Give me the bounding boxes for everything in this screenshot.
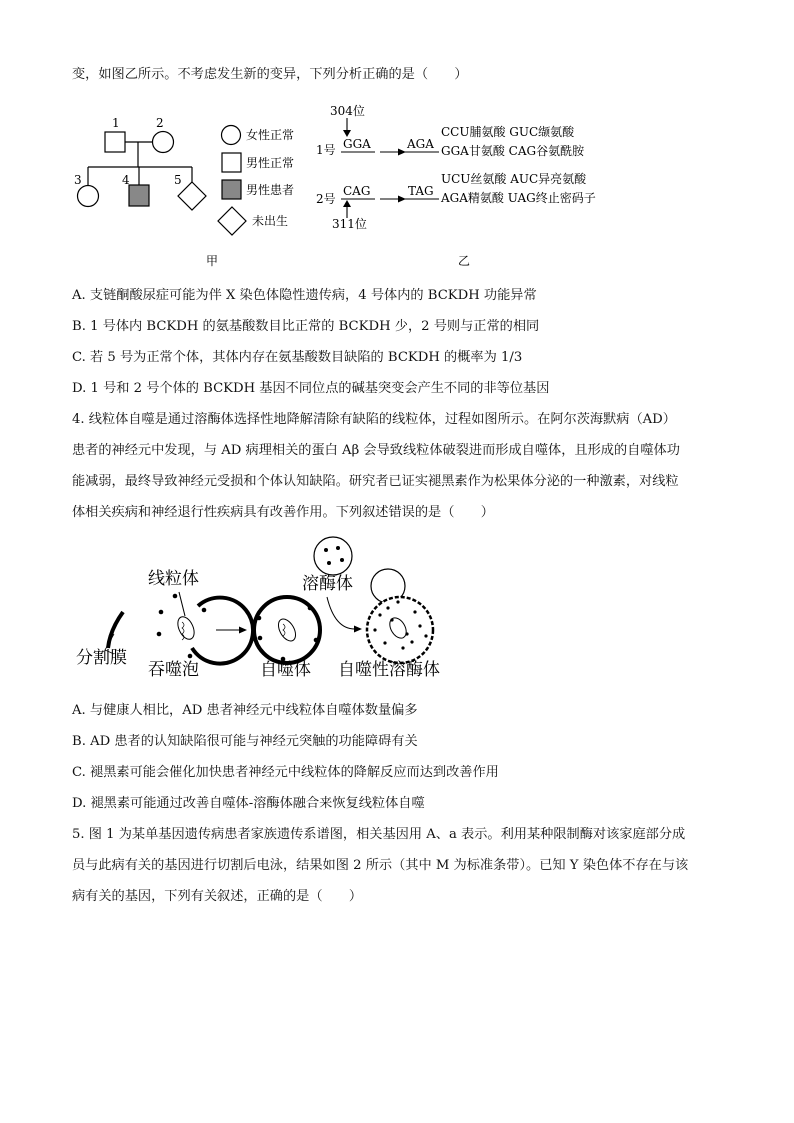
label-2: 2 [156,116,164,130]
q4-option-a: A. 与健康人相比，AD 患者神经元中线粒体自噬体数量偏多 [72,703,418,718]
q4-stem-line-2: 患者的神经元中发现，与 AD 病理相关的蛋白 Aβ 会导致线粒体破裂进而形成自噬体，且形成的自噬体功 [72,443,680,458]
q4-stem-line-4: 体相关疾病和神经退行性疾病具有改善作用。下列叙述错误的是（ ） [72,505,494,520]
q3-option-d: D. 1 号和 2 号个体的 BCKDH 基因不同位点的碱基突变会产生不同的非等位基因 [72,381,550,396]
legend-female-normal-symbol [222,126,241,145]
q4-option-d: D. 褪黑素可能通过改善自噬体-溶酶体融合来恢复线粒体自噬 [72,796,425,811]
individual-1-male-normal [105,132,125,152]
q3-option-a: A. 支链酮酸尿症可能为伴 X 染色体隐性遗传病，4 号体内的 BCKDH 功能异常 [72,288,537,303]
row2-mutated-codon: TAG [408,184,434,198]
q5-stem-line-1: 5. 图 1 为某单基因遗传病患者家族遗传系谱图，相关基因用 A、a 表示。利用某种限制酶对该家庭部分成 [72,827,686,842]
mutation-figure [310,100,630,270]
lysosome [314,537,352,575]
q3-option-c: C. 若 5 号为正常个体，其体内存在氨基酸数目缺陷的 BCKDH 的概率为 1/3 [72,350,523,365]
individual-3-female-normal [78,186,99,207]
q4-stem-line-1: 4. 线粒体自噬是通过溶酶体选择性地降解清除有缺陷的线粒体，过程如图所示。在阿尔茨海默病（AD） [72,412,676,427]
legend-female-normal: 女性正常 [246,128,295,142]
legend-male-normal-symbol [222,153,241,172]
label-4: 4 [122,173,130,187]
label-mitochondrion: 线粒体 [148,569,199,589]
mitophagy-figure [70,530,470,690]
label-5: 5 [174,173,182,187]
legend-male-normal: 男性正常 [246,156,295,170]
pedigree-figure [70,108,310,268]
row1-mutated-codon: AGA [407,137,434,151]
individual-4-male-affected [129,185,149,206]
label-phagophore: 吞噬泡 [148,660,199,680]
label-3: 3 [74,173,82,187]
individual-5-unborn [178,182,206,210]
label-1: 1 [112,116,120,130]
q3-option-b: B. 1 号体内 BCKDH 的氨基酸数目比正常的 BCKDH 少，2 号则与正常的相同 [72,319,540,334]
row2-original-codon: CAG [343,184,371,198]
q4-stem-line-3: 能减弱，最终导致神经元受损和个体认知缺陷。研究者已证实褪黑素作为松果体分泌的一种激素，对线粒 [72,474,679,489]
figure-caption-jia: 甲 [206,254,219,268]
row1-codon-table-a: CCU脯氨酸 GUC缬氨酸 [441,125,575,139]
label-lysosome: 溶酶体 [302,574,353,594]
legend-male-affected: 男性患者 [246,183,295,197]
q4-option-c: C. 褪黑素可能会催化加快患者神经元中线粒体的降解反应而达到改善作用 [72,765,499,780]
position-311: 311位 [332,217,367,231]
q5-stem-line-2: 员与此病有关的基因进行切割后电泳，结果如图 2 所示（其中 M 为标准条带）。已知 Y 染色体不存在与该 [72,858,689,873]
row1-codon-table-b: GGA甘氨酸 CAG谷氨酰胺 [441,144,585,158]
label-autolysosome: 自噬性溶酶体 [338,660,440,680]
mitochondrion-1 [175,614,198,642]
q5-stem-line-3: 病有关的基因，下列有关叙述，正确的是（ ） [72,889,363,904]
legend-male-affected-symbol [222,180,241,199]
question-intro-line: 变，如图乙所示。不考虑发生新的变异，下列分析正确的是（ ） [72,67,468,82]
legend-unborn-symbol [218,207,246,235]
q4-option-b: B. AD 患者的认知缺陷很可能与神经元突触的功能障碍有关 [72,734,418,749]
row2-codon-table-b: AGA精氨酸 UAG终止密码子 [441,191,596,205]
figure-caption-yi: 乙 [458,254,471,268]
label-autophagosome: 自噬体 [260,660,311,680]
row1-label: 1号 [316,143,336,157]
row2-codon-table-a: UCU丝氨酸 AUC异亮氨酸 [441,172,587,186]
position-304: 304位 [330,104,365,118]
row1-original-codon: GGA [343,137,371,151]
label-isolation-membrane: 分割膜 [76,648,127,668]
row2-label: 2号 [316,192,336,206]
legend-unborn: 未出生 [252,214,289,228]
individual-2-female-normal [153,132,174,153]
